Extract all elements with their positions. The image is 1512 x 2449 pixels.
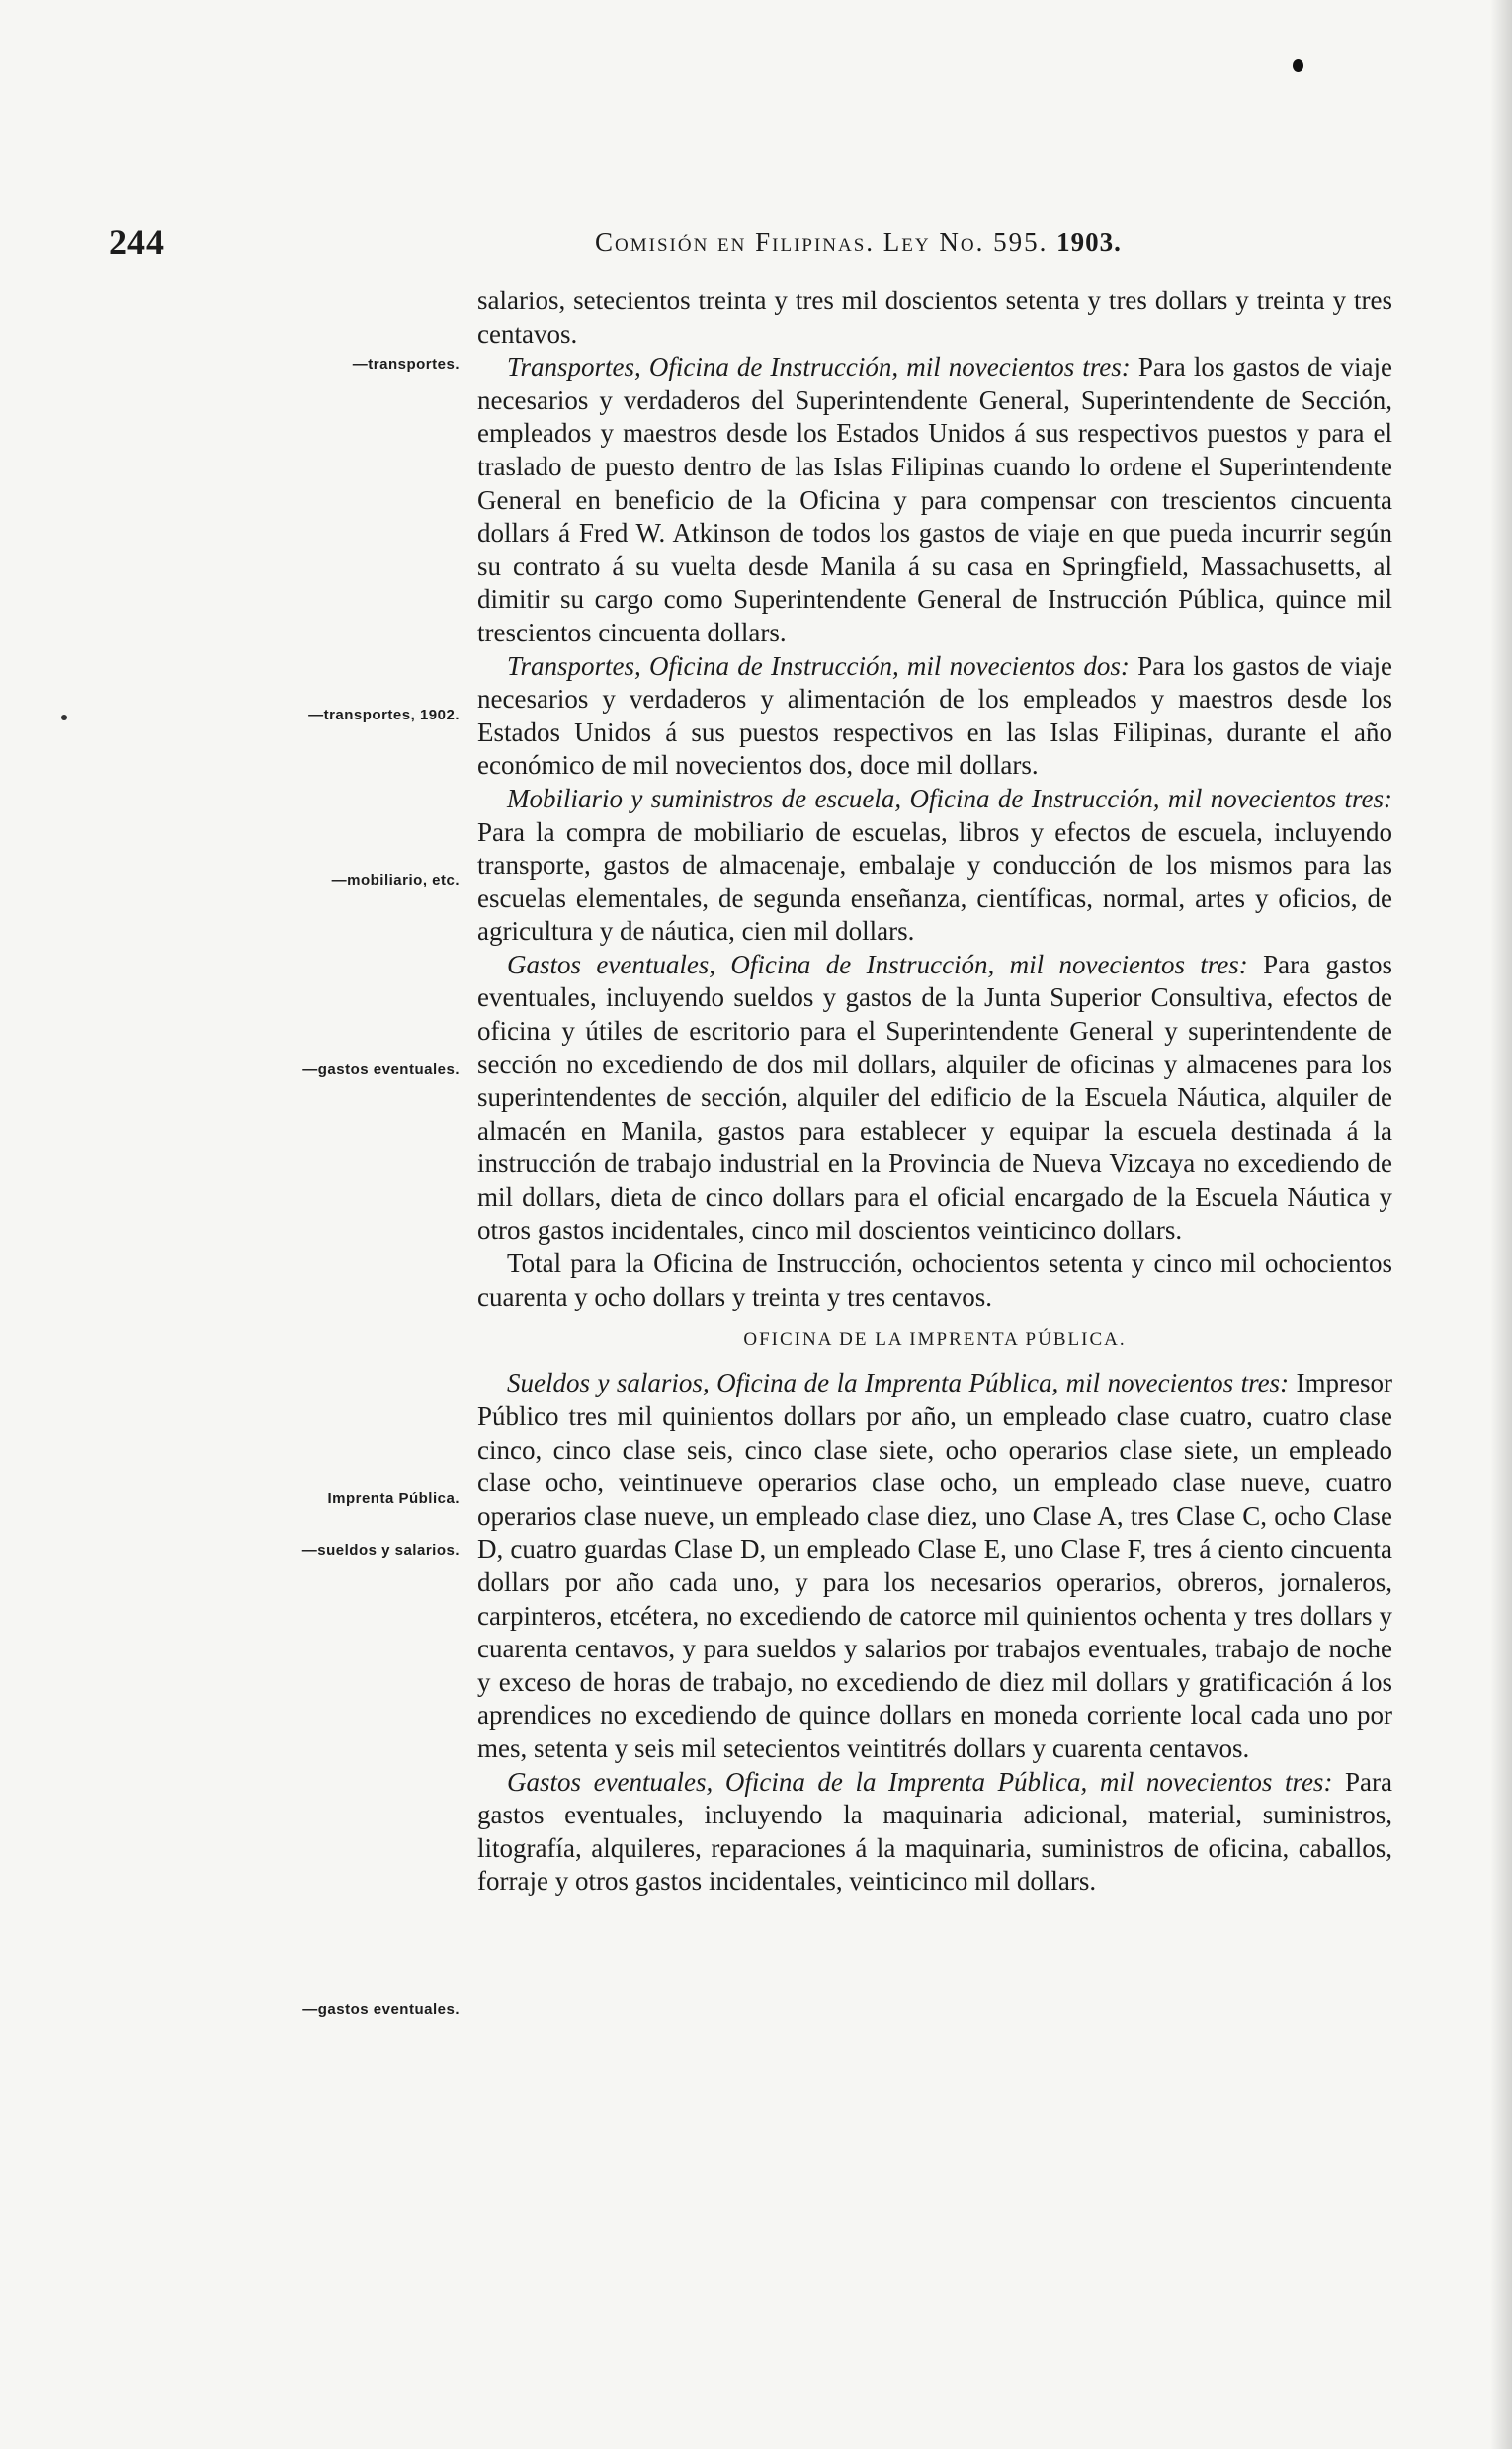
paragraph-body: Para gastos eventuales, incluyendo sueldos y gastos de la Junta Superior Consultiva, efectos de oficina y útiles de escritorio para el Superintendente General y superintendente de sección no excediendo de dos mil dollars, alquiler de oficinas y almacenes para los superintendentes de sección, alquiler del edificio de la Escuela Náutica, alquiler de almacén en Manila, gastos para establecer y equipar la escuela destinada á la instrucción de trabajo industrial en la Provincia de Nueva Vizcaya no excediendo de mil dollars, dieta de cinco dollars para el oficial encargado de la Escuela Náutica y otros gastos incidentales, cinco mil doscientos veinticinco dollars. — [477, 949, 1392, 1245]
paragraph-transportes — [477, 351, 1392, 649]
paragraph-transportes-1902 — [477, 650, 1392, 783]
paragraph-sueldos-salarios — [477, 1367, 1392, 1765]
paragraph-lead: Transportes, Oficina de Instrucción, mil novecientos dos: — [507, 650, 1130, 681]
paragraph-body: Para gastos eventuales, incluyendo la maquinaria adicional, material, suministros, litografía, alquileres, reparaciones á la maquinaria, suministros de oficina, caballos, forraje y otros gastos incidentales, veinticinco mil dollars. — [477, 1766, 1392, 1897]
paragraph-body: Para los gastos de viaje necesarios y verdaderos del Superintendente General, Superintendente de Sección, empleados y maestros desde los Estados Unidos á sus respectivos puestos y para el traslado de puesto dentro de las Islas Filipinas cuando lo ordene el Superintendente General en beneficio de la Oficina y para compensar con trescientos cincuenta dollars á Fred W. Atkinson de todos los gastos de viaje en que pueda incurrir según su contrato á su vuelta desde Manila á su casa en Springfield, Massachusetts, al dimitir su cargo como Superintendente General de Instrucción Pública, quince mil trescientos cincuenta dollars. — [477, 352, 1392, 647]
margin-note-imprenta-publica: Imprenta Pública. — [327, 1490, 460, 1507]
paragraph-lead: Mobiliario y suministros de escuela, Oficina de Instrucción, mil novecientos tres: — [507, 783, 1392, 813]
paragraph-lead: Gastos eventuales, Oficina de Instrucción, mil novecientos tres: — [507, 949, 1248, 979]
ink-spot — [1293, 59, 1303, 72]
page-edge-shadow — [1490, 0, 1512, 2449]
paragraph-lead: Sueldos y salarios, Oficina de la Imprenta Pública, mil novecientos tres: — [507, 1368, 1290, 1398]
paragraph-body: Impresor Público tres mil quinientos dollars por año, un empleado clase cuatro, cuatro clase cinco, cinco clase seis, cinco clase siete, ocho operarios clase siete, un empleado clase ocho, veintinueve operarios clase ocho, un empleado clase nueve, cuatro operarios clase nueve, un empleado clase diez, uno Clase A, tres Clase C, ocho Clase D, cuatro guardas Clase D, un empleado Clase E, uno Clase F, tres á ciento cincuenta dollars por año cada uno, y para los necesarios operarios, obreros, jornaleros, carpinteros, etcétera, no excediendo de catorce mil quinientos ochenta y tres dollars y cuarenta centavos, y para sueldos y salarios por trabajos eventuales, trabajo de noche y exceso de horas de trabajo, no excediendo de diez mil dollars y gratificación á los aprendices no excediendo de quince dollars en moneda corriente local cada uno por mes, setenta y seis mil setecientos veintitrés dollars y cuarenta centavos. — [477, 1368, 1392, 1763]
running-title-year: 1903. — [1056, 227, 1122, 257]
margin-note-transportes-1902: —transportes, 1902. — [308, 707, 460, 723]
margin-note-gastos-eventuales: —gastos eventuales. — [302, 1061, 460, 1078]
paragraph-body: salarios, setecientos treinta y tres mil doscientos setenta y tres dollars y treinta y tres centavos. — [477, 286, 1392, 349]
margin-note-transportes: —transportes. — [352, 356, 460, 373]
running-header — [109, 221, 1413, 271]
paragraph-body: Para los gastos de viaje necesarios y verdaderos y alimentación de los empleados y maestros desde los Estados Unidos á sus puestos respectivos en las Islas Filipinas, durante el año económico de mil novecientos dos, doce mil dollars. — [477, 650, 1392, 781]
margin-note-sueldos-salarios: —sueldos y salarios. — [301, 1542, 460, 1559]
page-number: 244 — [109, 222, 165, 262]
paragraph-gastos-eventuales — [477, 949, 1392, 1247]
paragraph-body: Total para la Oficina de Instrucción, ochocientos setenta y cinco mil ochocientos cuarenta y ocho dollars y treinta y tres centavos. — [477, 1248, 1392, 1311]
margin-dot — [61, 715, 67, 720]
section-heading-imprenta: OFICINA DE LA IMPRENTA PÚBLICA. — [743, 1329, 1127, 1351]
paragraph-lead: Transportes, Oficina de Instrucción, mil novecientos tres: — [507, 352, 1131, 382]
margin-note-gastos-eventuales-imprenta: —gastos eventuales. — [302, 2001, 460, 2018]
paragraph-salarios-continuation — [477, 285, 1392, 351]
main-text-column — [477, 285, 1392, 1899]
paragraph-body: Para la compra de mobiliario de escuelas, libros y efectos de escuela, incluyendo transporte, gastos de almacenaje, embalaje y conducción de los mismos para las escuelas elementales, de segunda enseñanza, científicas, normal, artes y oficios, de agricultura y de náutica, cien mil dollars. — [477, 816, 1392, 947]
paragraph-total-instruccion — [477, 1247, 1392, 1313]
margin-note-mobiliario: —mobiliario, etc. — [331, 872, 460, 888]
running-title — [595, 227, 1122, 258]
paragraph-mobiliario — [477, 783, 1392, 949]
paragraph-lead: Gastos eventuales, Oficina de la Imprenta Pública, mil novecientos tres: — [507, 1766, 1333, 1797]
paragraph-gastos-eventuales-imprenta — [477, 1766, 1392, 1899]
running-title-text: Comisión en Filipinas. Ley No. 595. — [595, 227, 1049, 257]
